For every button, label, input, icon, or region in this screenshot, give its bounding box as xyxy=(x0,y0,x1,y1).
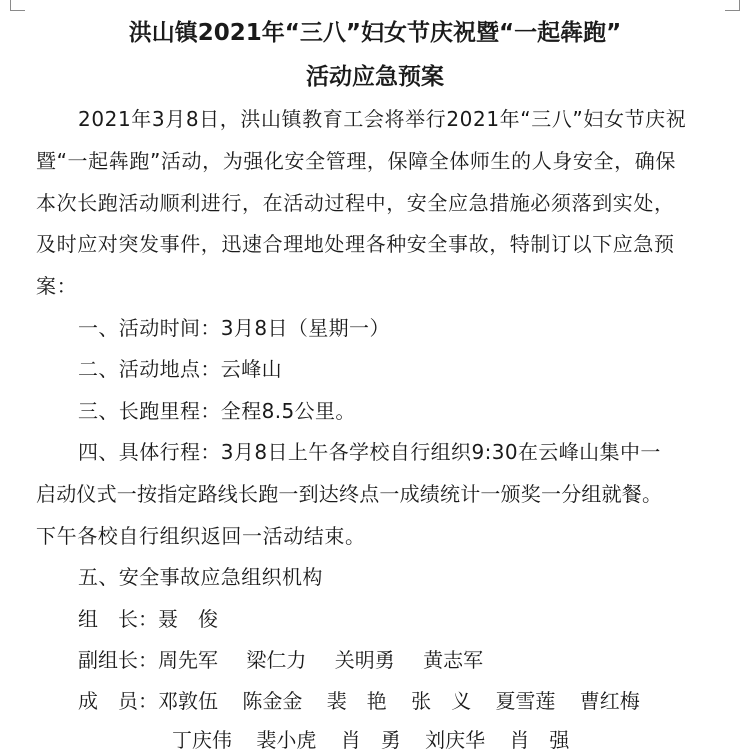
deputy-leaders-label: 副组长： xyxy=(78,648,158,672)
section-run-distance: 三、长跑里程：全程8.5公里。 xyxy=(78,399,356,423)
member-10: 刘庆华 xyxy=(425,728,486,752)
member-2: 陈金金 xyxy=(242,689,303,713)
section-activity-time: 一、活动时间：3月8日（星期一） xyxy=(78,316,390,340)
members-names xyxy=(158,685,660,714)
member-11: 肖 强 xyxy=(509,728,570,752)
members-row-2 xyxy=(172,724,589,753)
member-3: 裴 艳 xyxy=(326,689,387,713)
leader-label: 组 长： xyxy=(78,607,158,631)
intro-line-2: 暨“一起犇跑”活动，为强化安全管理，保障全体师生的人身安全，确保 xyxy=(36,149,676,173)
section-itinerary-line-1: 四、具体行程：3月8日上午各学校自行组织9:30在云峰山集中一 xyxy=(78,440,661,464)
section-activity-location: 二、活动地点：云峰山 xyxy=(78,357,282,381)
intro-line-4: 及时应对突发事件，迅速合理地处理各种安全事故，特制订以下应急预 xyxy=(36,232,675,256)
section-organization-heading: 五、安全事故应急组织机构 xyxy=(78,565,323,589)
leader-name xyxy=(158,603,238,632)
member-4: 张 义 xyxy=(411,689,472,713)
members-label: 成 员： xyxy=(78,689,158,713)
intro-line-5: 案： xyxy=(36,274,78,298)
intro-line-1: 2021年3月8日，洪山镇教育工会将举行2021年“三八”妇女节庆祝 xyxy=(78,107,687,131)
members-row xyxy=(78,685,660,714)
deputy-leaders-names xyxy=(158,644,503,673)
document-title-line-1: 洪山镇2021年“三八”妇女节庆祝暨“一起犇跑” xyxy=(128,20,622,46)
section-itinerary-line-2: 启动仪式一按指定路线长跑一到达终点一成绩统计一颁奖一分组就餐。 xyxy=(36,482,663,506)
deputy-leaders-row xyxy=(78,644,503,673)
member-7: 丁庆伟 xyxy=(172,728,232,752)
intro-line-3: 本次长跑活动顺利进行，在活动过程中，安全应急措施必须落到实处， xyxy=(36,191,675,215)
members-names-row-2 xyxy=(172,724,589,753)
document-title-line-2: 活动应急预案 xyxy=(306,64,444,90)
leader-person: 聂 俊 xyxy=(158,607,218,631)
member-1: 邓敦伍 xyxy=(158,689,218,713)
page-corner-mark-left xyxy=(10,0,25,11)
member-6: 曹红梅 xyxy=(579,689,640,713)
page-corner-mark-right xyxy=(725,0,740,11)
deputy-leader-4: 黄志军 xyxy=(423,648,484,672)
member-8: 裴小虎 xyxy=(256,728,317,752)
deputy-leader-1: 周先军 xyxy=(158,648,218,672)
member-9: 肖 勇 xyxy=(340,728,401,752)
member-5: 夏雪莲 xyxy=(495,689,556,713)
deputy-leader-3: 关明勇 xyxy=(334,648,395,672)
leader-row xyxy=(78,603,238,632)
deputy-leader-2: 梁仁力 xyxy=(246,648,307,672)
section-itinerary-line-3: 下午各校自行组织返回一活动结束。 xyxy=(36,524,366,548)
